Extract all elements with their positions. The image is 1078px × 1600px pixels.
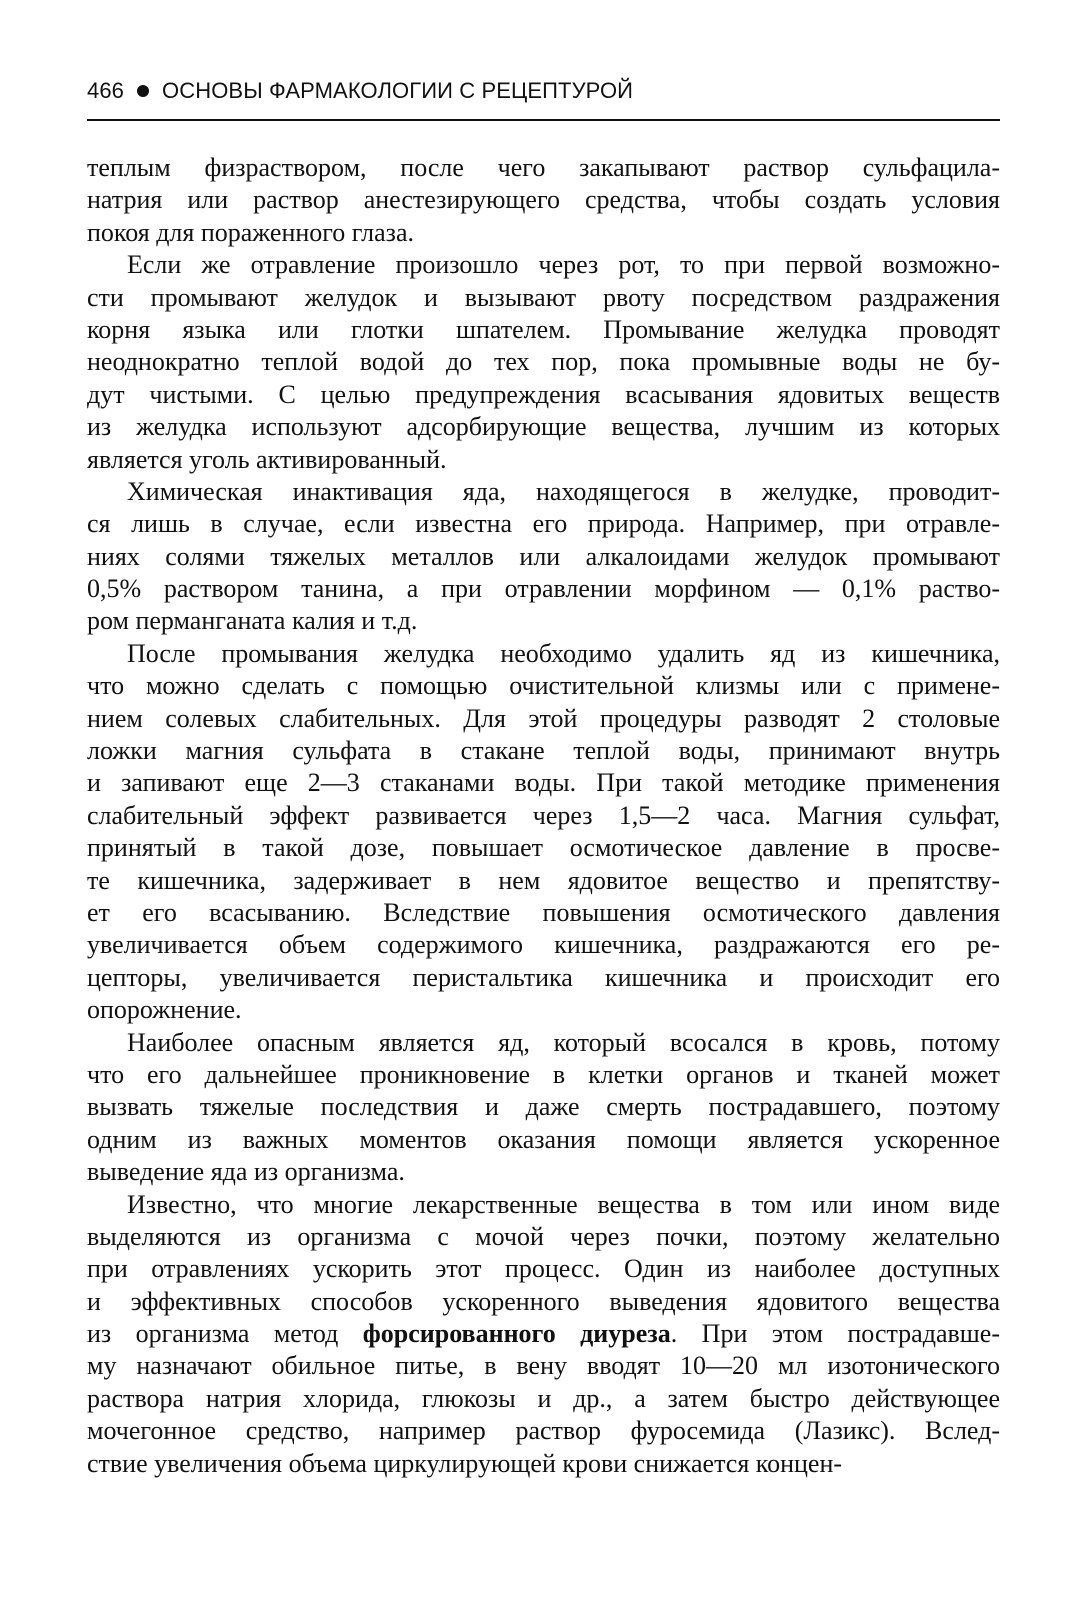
text-line: вызвать тяжелые последствия и даже смерть пострадавшего, поэтому <box>87 1092 1000 1122</box>
text-fragment: . При этом пострадавше- <box>670 1319 1000 1349</box>
text-line: 0,5% раствором танина, а при отравлении морфином — 0,1% раство- <box>87 574 1000 604</box>
text-line: выведение яда из организма. <box>87 1157 405 1187</box>
text-line: ром перманганата калия и т.д. <box>87 606 418 636</box>
page-number: 466 <box>87 78 125 103</box>
text-line: Химическая инактивация яда, находящегося в желудке, проводит- <box>127 476 1000 506</box>
text-line: ложки магния сульфата в стакане теплой воды, принимают внутрь <box>87 736 1000 766</box>
text-line: что его дальнейшее проникновение в клетки органов и тканей может <box>87 1059 1000 1089</box>
paragraph <box>87 152 1000 249</box>
header-rule <box>87 119 1000 121</box>
bullet-icon <box>137 85 149 97</box>
text-line: После промывания желудка необходимо удалить яд из кишечника, <box>127 638 1000 668</box>
text-line: му назначают обильное питье, в вену вводят 10—20 мл изотонического <box>87 1351 1000 1381</box>
text-line: и запивают еще 2—3 стаканами воды. При такой методике применения <box>87 768 1000 798</box>
text-line: покоя для пораженного глаза. <box>87 217 414 247</box>
text-line: что можно сделать с помощью очистительной клизмы или с примене- <box>87 671 1000 701</box>
text-line: из желудка используют адсорбирующие вещества, лучшим из которых <box>87 412 1000 442</box>
text-line: неоднократно теплой водой до тех пор, пока промывные воды не бу- <box>87 347 1000 377</box>
text-line: слабительный эффект развивается через 1,5—2 часа. Магния сульфат, <box>87 800 1000 830</box>
text-line: мочегонное средство, например раствор фуросемида (Лазикс). Вслед- <box>87 1416 1000 1446</box>
text-line: Наиболее опасным является яд, который всосался в кровь, потому <box>127 1027 1000 1057</box>
paragraph <box>87 476 1000 638</box>
text-line: нием солевых слабительных. Для этой процедуры разводят 2 столовые <box>87 703 1000 733</box>
running-head <box>87 78 978 104</box>
text-line: увеличивается объем содержимого кишечника, раздражаются его ре- <box>87 930 1000 960</box>
paragraph <box>87 1027 1000 1189</box>
text-fragment: из организма метод <box>87 1319 363 1349</box>
text-line: является уголь активированный. <box>87 444 447 474</box>
text-line: сти промывают желудок и вызывают рвоту посредством раздражения <box>87 282 1000 312</box>
bold-term: форсированного диуреза <box>362 1319 671 1349</box>
text-line: одним из важных моментов оказания помощи является ускоренное <box>87 1124 1000 1154</box>
running-title: ОСНОВЫ ФАРМАКОЛОГИИ С РЕЦЕПТУРОЙ <box>162 78 634 103</box>
text-line: те кишечника, задерживает в нем ядовитое вещество и препятству- <box>87 865 1000 895</box>
text-line: ся лишь в случае, если известна его природа. Например, при отравле- <box>87 509 1000 539</box>
paragraph <box>87 1189 1000 1481</box>
text-line: и эффективных способов ускоренного выведения ядовитого вещества <box>87 1286 1000 1316</box>
text-line: дут чистыми. С целью предупреждения всасывания ядовитых веществ <box>87 379 1000 409</box>
text-line: корня языка или глотки шпателем. Промывание желудка проводят <box>87 314 1000 344</box>
text-line: Известно, что многие лекарственные вещества в том или ином виде <box>127 1189 1000 1219</box>
text-line: принятый в такой дозе, повышает осмотическое давление в просве- <box>87 833 1000 863</box>
text-line <box>87 1318 1000 1350</box>
text-line: раствора натрия хлорида, глюкозы и др., а затем быстро действующее <box>87 1383 1000 1413</box>
text-line: цепторы, увеличивается перистальтика кишечника и происходит его <box>87 962 1000 992</box>
text-line: ствие увеличения объема циркулирующей крови снижается концен- <box>87 1448 843 1478</box>
text-line: выделяются из организма с мочой через почки, поэтому желательно <box>87 1221 1000 1251</box>
paragraph <box>87 249 1000 476</box>
text-line: при отравлениях ускорить этот процесс. Один из наиболее доступных <box>87 1254 1000 1284</box>
text-line: теплым физраствором, после чего закапывают раствор сульфацила- <box>87 153 1000 182</box>
text-line: ниях солями тяжелых металлов или алкалоидами желудок промывают <box>87 541 1000 571</box>
text-line: натрия или раствор анестезирующего средства, чтобы создать условия <box>87 185 1000 215</box>
text-line: опорожнение. <box>87 995 242 1025</box>
text-line: Если же отравление произошло через рот, то при первой возможно- <box>127 250 1000 280</box>
text-line: ет его всасыванию. Вследствие повышения осмотического давления <box>87 897 1000 927</box>
paragraph <box>87 638 1000 1027</box>
body-text <box>87 152 1000 1480</box>
